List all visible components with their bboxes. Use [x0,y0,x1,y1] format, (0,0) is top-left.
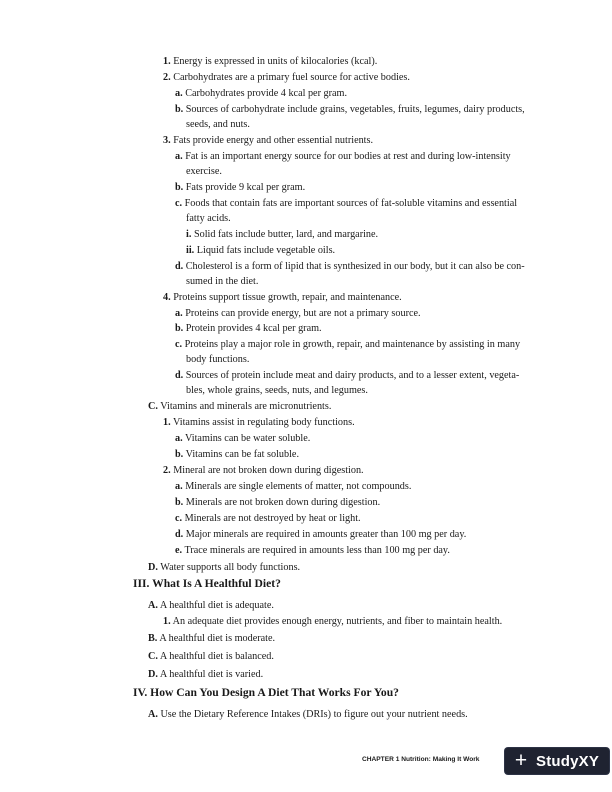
outline-text: Proteins support tissue growth, repair, and maintenance. [173,292,402,303]
outline-line [148,561,300,574]
outline-line [148,599,274,612]
outline-text: sumed in the diet. [186,276,259,287]
outline-line [148,668,263,681]
outline-label: A. [148,600,158,611]
outline-line [148,632,275,645]
chapter-footer: CHAPTER 1 Nutrition: Making It Work [362,756,480,763]
outline-text: Minerals are single elements of matter, not compounds. [185,481,412,492]
outline-line [186,353,249,366]
outline-label: b. [175,449,184,460]
outline-line [163,71,410,84]
outline-line [175,322,322,335]
outline-text: A healthful diet is adequate. [159,600,274,611]
outline-text: Fats provide 9 kcal per gram. [185,182,306,193]
outline-label: C. [148,651,158,662]
outline-text: exercise. [186,166,222,177]
outline-text: Minerals are not destroyed by heat or light. [184,513,361,524]
outline-text: Vitamins can be water soluble. [185,433,311,444]
outline-line [175,432,310,445]
outline-text: An adequate diet provides enough energy, nutrients, and fiber to maintain health. [172,616,503,627]
outline-text: Vitamins and minerals are micronutrients. [160,401,332,412]
outline-line [163,55,377,68]
outline-line [175,197,517,210]
outline-text: Carbohydrates are a primary fuel source for active bodies. [173,72,410,83]
outline-line [175,181,305,194]
outline-text: Fat is an important energy source for our bodies at rest and during low-intensity [185,151,511,162]
outline-text: A healthful diet is varied. [159,669,264,680]
outline-line [175,338,520,351]
outline-text: Liquid fats include vegetable oils. [196,245,336,256]
outline-line [175,496,380,509]
outline-line [163,291,402,304]
outline-label: D. [148,669,158,680]
outline-line [175,480,411,493]
outline-label: a. [175,433,183,444]
plus-icon: + [514,749,528,772]
outline-line [186,212,231,225]
outline-text: A healthful diet is balanced. [159,651,274,662]
outline-label: d. [175,529,184,540]
outline-label: b. [175,182,184,193]
outline-label: i. [186,229,192,240]
outline-text: Use the Dietary Reference Intakes (DRIs) to figure out your nutrient needs. [160,709,468,720]
outline-text: Solid fats include butter, lard, and margarine. [193,229,379,240]
outline-text: Vitamins assist in regulating body functions. [173,417,355,428]
outline-line [163,416,355,429]
outline-line [186,244,335,257]
outline-label: 3. [163,135,171,146]
outline-text: Energy is expressed in units of kilocalories (kcal). [173,56,378,67]
outline-line [175,307,421,320]
outline-text: bles, whole grains, seeds, nuts, and legumes. [186,385,368,396]
outline-text: Sources of carbohydrate include grains, vegetables, fruits, legumes, dairy products, [185,104,525,115]
outline-line [186,275,258,288]
outline-line [175,512,361,525]
outline-line [163,615,502,628]
outline-text: Proteins play a major role in growth, repair, and maintenance by assisting in many [184,339,521,350]
outline-text: Proteins can provide energy, but are not a primary source. [185,308,421,319]
outline-label: c. [175,513,183,524]
outline-label: a. [175,88,183,99]
outline-line [148,400,331,413]
outline-text: Water supports all body functions. [160,562,301,573]
outline-text: body functions. [186,354,250,365]
outline-text: seeds, and nuts. [186,119,250,130]
outline-label: b. [175,104,184,115]
brand-name: StudyXY [536,752,600,770]
outline-line [148,650,274,663]
outline-text: Major minerals are required in amounts greater than 100 mg per day. [185,529,467,540]
outline-text: Trace minerals are required in amounts less than 100 mg per day. [184,545,450,556]
outline-label: B. [148,633,158,644]
outline-label: c. [175,339,183,350]
outline-label: e. [175,545,183,556]
outline-line [163,134,373,147]
outline-line [186,384,368,397]
outline-line [186,118,250,131]
outline-label: 1. [163,56,171,67]
section-heading: III. What Is A Healthful Diet? [133,577,281,590]
outline-text: Carbohydrates provide 4 kcal per gram. [185,88,347,99]
outline-text: Cholesterol is a form of lipid that is synthesized in our body, but it can also be con- [185,261,525,272]
outline-label: ii. [186,245,195,256]
outline-text: Vitamins can be fat soluble. [185,449,299,460]
outline-line [175,544,450,557]
outline-label: d. [175,261,184,272]
outline-label: 1. [163,616,171,627]
outline-label: C. [148,401,158,412]
outline-line [175,528,466,541]
outline-text: Mineral are not broken down during digestion. [173,465,364,476]
outline-label: 2. [163,72,171,83]
outline-text: Protein provides 4 kcal per gram. [185,323,322,334]
outline-line [148,708,468,721]
outline-label: A. [148,709,158,720]
outline-label: c. [175,198,183,209]
outline-line [186,228,378,241]
outline-label: b. [175,497,184,508]
outline-line [175,150,511,163]
outline-text: Sources of protein include meat and dairy products, and to a lesser extent, vegeta- [185,370,520,381]
outline-text: Fats provide energy and other essential nutrients. [173,135,374,146]
outline-text: A healthful diet is moderate. [159,633,276,644]
outline-line [175,369,519,382]
outline-text: Foods that contain fats are important sources of fat-soluble vitamins and essential [184,198,518,209]
outline-line [175,103,525,116]
outline-text: Minerals are not broken down during digestion. [185,497,381,508]
outline-label: 2. [163,465,171,476]
outline-label: a. [175,481,183,492]
outline-line [175,448,299,461]
outline-label: d. [175,370,184,381]
outline-line [175,260,525,273]
outline-line [163,464,364,477]
studyxy-badge[interactable] [505,748,609,774]
outline-label: b. [175,323,184,334]
outline-label: D. [148,562,158,573]
outline-label: 4. [163,292,171,303]
outline-label: a. [175,151,183,162]
outline-line [186,165,222,178]
outline-line [175,87,347,100]
outline-label: 1. [163,417,171,428]
outline-label: a. [175,308,183,319]
section-heading: IV. How Can You Design A Diet That Works For You? [133,686,399,699]
outline-text: fatty acids. [186,213,231,224]
